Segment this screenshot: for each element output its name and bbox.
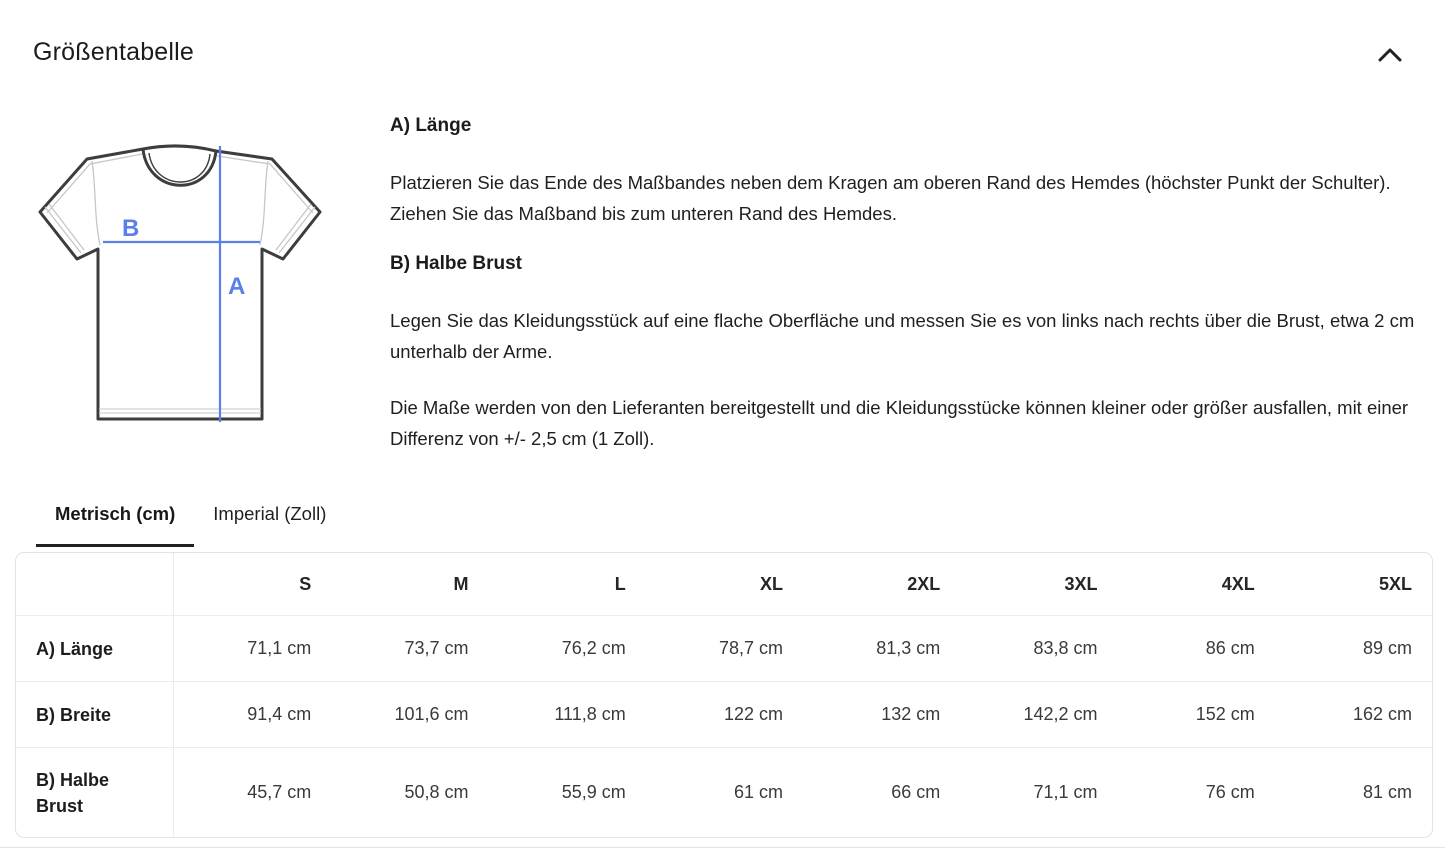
value-cell: 71,1 cm — [247, 638, 312, 658]
col-header-m: M — [453, 573, 469, 594]
collapse-section-button[interactable] — [1372, 40, 1408, 70]
col-header-s: S — [299, 573, 312, 594]
tab-imperial[interactable]: Imperial (Zoll) — [194, 503, 345, 547]
section-divider — [0, 847, 1445, 848]
measurement-instructions — [390, 116, 1430, 479]
row-label-laenge: A) Länge — [16, 616, 174, 681]
table-row — [16, 747, 1432, 837]
table-row — [16, 681, 1432, 747]
value-cell: 81,3 cm — [876, 638, 941, 658]
section-body-a: Platzieren Sie das Ende des Maßbandes neben dem Kragen am oberen Rand des Hemdes (höchster Punkt der Schulter). Ziehen Sie das Maßband bis zum unteren Rand des Hemdes. — [390, 172, 1391, 224]
col-header-l: L — [614, 573, 626, 594]
row-label-breite: B) Breite — [16, 682, 174, 747]
tab-metric[interactable]: Metrisch (cm) — [36, 503, 194, 547]
value-cell: 101,6 cm — [394, 704, 469, 724]
value-cell: 122 cm — [723, 704, 783, 724]
value-cell: 152 cm — [1195, 704, 1255, 724]
value-cell: 76 cm — [1205, 782, 1255, 802]
measure-label-b: B — [122, 215, 140, 242]
value-cell: 91,4 cm — [247, 704, 312, 724]
tshirt-outline — [40, 149, 320, 419]
header-empty-cell — [16, 553, 174, 615]
value-cell: 76,2 cm — [561, 638, 626, 658]
value-cell: 111,8 cm — [554, 704, 626, 724]
col-header-xl: XL — [759, 573, 783, 594]
value-cell: 73,7 cm — [404, 638, 469, 658]
value-cell: 55,9 cm — [561, 782, 626, 802]
section-heading-a: A) Länge — [390, 115, 472, 136]
row-label-halbe-brust: B) Halbe Brust — [16, 748, 174, 837]
table-header-row — [16, 553, 1432, 615]
value-cell: 89 cm — [1362, 638, 1412, 658]
value-cell: 83,8 cm — [1033, 638, 1098, 658]
unit-tabs — [36, 503, 345, 547]
col-header-3xl: 3XL — [1064, 573, 1098, 594]
value-cell: 61 cm — [733, 782, 783, 802]
table-row — [16, 615, 1432, 681]
size-table — [15, 552, 1433, 838]
col-header-2xl: 2XL — [907, 573, 941, 594]
value-cell: 142,2 cm — [1023, 704, 1098, 724]
tshirt-measurement-diagram — [20, 112, 360, 450]
tolerance-note: Die Maße werden von den Lieferanten bereitgestellt und die Kleidungsstücke können kleiner oder größer ausfallen, mit einer Differenz von +/- 2,5 cm (1 Zoll). — [390, 397, 1409, 449]
col-header-4xl: 4XL — [1221, 573, 1255, 594]
value-cell: 71,1 cm — [1033, 782, 1098, 802]
value-cell: 162 cm — [1352, 704, 1412, 724]
measure-label-a: A — [228, 273, 246, 300]
value-cell: 81 cm — [1362, 782, 1412, 802]
value-cell: 78,7 cm — [718, 638, 783, 658]
section-body-b: Legen Sie das Kleidungsstück auf eine flache Oberfläche und messen Sie es von links nach rechts über die Brust, etwa 2 cm unterhalb der Arme. — [390, 310, 1415, 362]
page-title: Größentabelle — [33, 38, 195, 66]
col-header-5xl: 5XL — [1378, 573, 1412, 594]
value-cell: 45,7 cm — [247, 782, 312, 802]
value-cell: 86 cm — [1205, 638, 1255, 658]
value-cell: 50,8 cm — [404, 782, 469, 802]
chevron-up-icon — [1377, 47, 1403, 63]
value-cell: 132 cm — [881, 704, 941, 724]
section-heading-b: B) Halbe Brust — [390, 253, 522, 274]
value-cell: 66 cm — [891, 782, 941, 802]
